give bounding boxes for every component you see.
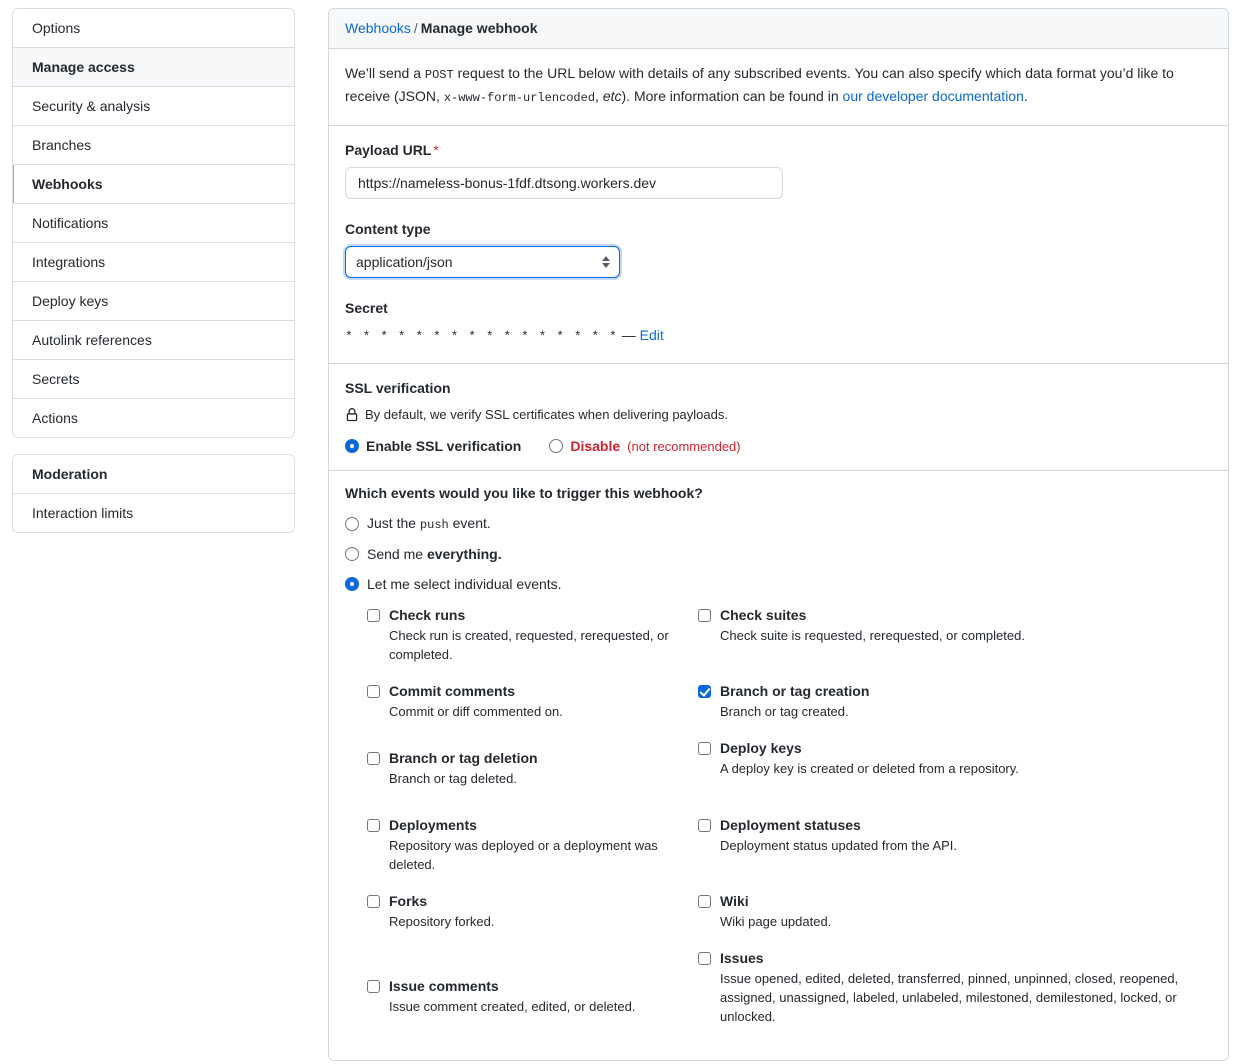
checkbox-check-runs[interactable]	[367, 609, 380, 622]
event-item-deployment-statuses	[698, 816, 1212, 892]
sidebar-item-webhooks[interactable]: Webhooks	[13, 165, 294, 204]
chevron-updown-icon	[602, 247, 610, 277]
event-item-check-runs	[367, 606, 680, 682]
event-item-branch-or-tag-deletion	[367, 749, 680, 806]
ssl-verification-section	[329, 364, 1228, 471]
event-item-deploy-keys	[698, 739, 1212, 806]
webhook-intro-text	[329, 49, 1228, 126]
event-item-issue-comments	[367, 977, 680, 1044]
event-choice-push-text: Just the push event.	[367, 515, 491, 532]
intro-part-1: We’ll send a	[345, 65, 425, 81]
radio-send-everything[interactable]	[345, 547, 359, 561]
sidebar-item-security-and-analysis[interactable]: Security & analysis	[13, 87, 294, 126]
event-item-wiki	[698, 892, 1212, 949]
secret-dash: —	[621, 327, 636, 343]
sidebar-item-actions[interactable]: Actions	[13, 399, 294, 437]
breadcrumb	[329, 9, 1228, 49]
event-title-issue-comments: Issue comments	[389, 978, 499, 994]
event-desc-check-suites: Check suite is requested, rerequested, or completed.	[720, 628, 1025, 643]
event-desc-forks: Repository forked.	[389, 914, 495, 929]
event-desc-issue-comments: Issue comment created, edited, or deleted.	[389, 999, 636, 1014]
event-desc-commit-comments: Commit or diff commented on.	[389, 704, 563, 719]
checkbox-forks[interactable]	[367, 895, 380, 908]
ssl-note-text: By default, we verify SSL certificates when delivering payloads.	[365, 407, 728, 422]
checkbox-wiki[interactable]	[698, 895, 711, 908]
event-desc-issues: Issue opened, edited, deleted, transferred, pinned, unpinned, closed, reopened, assigned, unassigned, labeled, unlabeled, milestoned, demilestoned, locked, or unlocked.	[720, 971, 1179, 1024]
webhook-config-section	[329, 126, 1228, 364]
developer-documentation-link[interactable]: our developer documentation	[842, 88, 1024, 104]
sidebar-item-manage-access[interactable]: Manage access	[13, 48, 294, 87]
event-desc-check-runs: Check run is created, requested, rerequested, or completed.	[389, 628, 669, 662]
checkbox-deploy-keys[interactable]	[698, 742, 711, 755]
intro-part-2: request to the URL below with details of any subscribed events. You can also specify which data format you’d like to receive (JSON,	[345, 65, 1174, 104]
secret-edit-link[interactable]: Edit	[639, 327, 664, 343]
checkbox-issues[interactable]	[698, 952, 711, 965]
payload-url-label	[345, 140, 1212, 160]
breadcrumb-webhooks-link[interactable]: Webhooks	[345, 20, 411, 36]
intro-code-urlencoded: x-www-form-urlencoded	[443, 91, 596, 105]
event-choice-everything[interactable]	[345, 546, 1212, 562]
secret-label: Secret	[345, 300, 388, 316]
event-item-branch-or-tag-creation	[698, 682, 1212, 739]
checkbox-deployments[interactable]	[367, 819, 380, 832]
intro-part-5: .	[1023, 88, 1028, 104]
required-asterisk: *	[433, 142, 439, 158]
sidebar-item-secrets[interactable]: Secrets	[13, 360, 294, 399]
ssl-disable-label: Disable	[570, 438, 621, 454]
sidebar-item-interaction-limits[interactable]: Interaction limits	[13, 494, 294, 532]
intro-italic-etc: etc	[602, 88, 622, 104]
sidebar-item-integrations[interactable]: Integrations	[13, 243, 294, 282]
intro-part-3: ,	[595, 88, 603, 104]
checkbox-branch-or-tag-creation[interactable]	[698, 685, 711, 698]
content-type-selected-value: application/json	[356, 254, 453, 270]
event-item-deployments	[367, 816, 680, 892]
event-desc-deploy-keys: A deploy key is created or deleted from a repository.	[720, 761, 1019, 776]
sidebar-group-header-moderation: Moderation	[13, 455, 294, 494]
sidebar-group-primary	[12, 8, 295, 438]
sidebar-item-branches[interactable]: Branches	[13, 126, 294, 165]
payload-url-label-text: Payload URL	[345, 142, 432, 158]
events-question: Which events would you like to trigger this webhook?	[345, 485, 703, 501]
checkbox-issue-comments[interactable]	[367, 980, 380, 993]
manage-webhook-panel	[328, 8, 1229, 1061]
intro-part-4: ). More information can be found in	[621, 88, 843, 104]
event-item-forks	[367, 892, 680, 949]
ssl-note-row	[345, 405, 1212, 425]
event-desc-deployment-statuses: Deployment status updated from the API.	[720, 838, 958, 853]
event-choice-push[interactable]	[345, 515, 1212, 532]
ssl-radio-group	[345, 438, 1212, 454]
sidebar-item-options[interactable]: Options	[13, 9, 294, 48]
individual-events-grid	[367, 606, 1212, 1044]
secret-masked-value: * * * * * * * * * * * * * * * *	[345, 329, 618, 344]
ssl-disable-option[interactable]	[549, 438, 740, 454]
event-choice-individual[interactable]	[345, 576, 1212, 592]
event-title-branch-or-tag-creation: Branch or tag creation	[720, 683, 870, 699]
event-title-branch-or-tag-deletion: Branch or tag deletion	[389, 750, 538, 766]
checkbox-commit-comments[interactable]	[367, 685, 380, 698]
event-title-check-suites: Check suites	[720, 607, 807, 623]
event-title-commit-comments: Commit comments	[389, 683, 516, 699]
event-desc-branch-or-tag-creation: Branch or tag created.	[720, 704, 849, 719]
event-item-check-suites	[698, 606, 1212, 682]
event-title-wiki: Wiki	[720, 893, 749, 909]
ssl-enable-label: Enable SSL verification	[366, 438, 522, 454]
radio-select-individual[interactable]	[345, 577, 359, 591]
event-item-commit-comments	[367, 682, 680, 739]
event-desc-wiki: Wiki page updated.	[720, 914, 832, 929]
event-title-forks: Forks	[389, 893, 428, 909]
breadcrumb-separator: /	[413, 20, 418, 36]
event-title-issues: Issues	[720, 950, 764, 966]
sidebar-group-moderation	[12, 454, 295, 533]
sidebar-item-deploy-keys[interactable]: Deploy keys	[13, 282, 294, 321]
payload-url-input[interactable]	[345, 167, 783, 199]
event-desc-deployments: Repository was deployed or a deployment was deleted.	[389, 838, 658, 872]
events-section	[329, 471, 1228, 1060]
event-choice-everything-text: Send me everything.	[367, 546, 502, 562]
checkbox-deployment-statuses[interactable]	[698, 819, 711, 832]
event-item-issues	[698, 949, 1212, 1044]
ssl-enable-option[interactable]	[345, 438, 521, 454]
secret-value-row	[345, 325, 1212, 347]
intro-code-post: POST	[424, 68, 454, 82]
sidebar-item-notifications[interactable]: Notifications	[13, 204, 294, 243]
breadcrumb-current: Manage webhook	[420, 20, 538, 36]
ssl-verification-label: SSL verification	[345, 380, 451, 396]
event-title-deployments: Deployments	[389, 817, 477, 833]
event-title-check-runs: Check runs	[389, 607, 466, 623]
event-desc-branch-or-tag-deletion: Branch or tag deleted.	[389, 771, 517, 786]
settings-sidebar	[12, 0, 295, 549]
event-choice-individual-text: Let me select individual events.	[367, 576, 562, 592]
checkbox-branch-or-tag-deletion[interactable]	[367, 752, 380, 765]
ssl-disable-note: (not recommended)	[627, 438, 741, 454]
sidebar-item-autolink-references[interactable]: Autolink references	[13, 321, 294, 360]
event-title-deploy-keys: Deploy keys	[720, 740, 802, 756]
content-type-label: Content type	[345, 221, 431, 237]
lock-icon	[345, 408, 359, 422]
radio-ssl-enable[interactable]	[345, 439, 359, 453]
radio-ssl-disable[interactable]	[549, 439, 563, 453]
content-type-select[interactable]	[345, 246, 620, 278]
event-title-deployment-statuses: Deployment statuses	[720, 817, 861, 833]
radio-just-push[interactable]	[345, 517, 359, 531]
checkbox-check-suites[interactable]	[698, 609, 711, 622]
